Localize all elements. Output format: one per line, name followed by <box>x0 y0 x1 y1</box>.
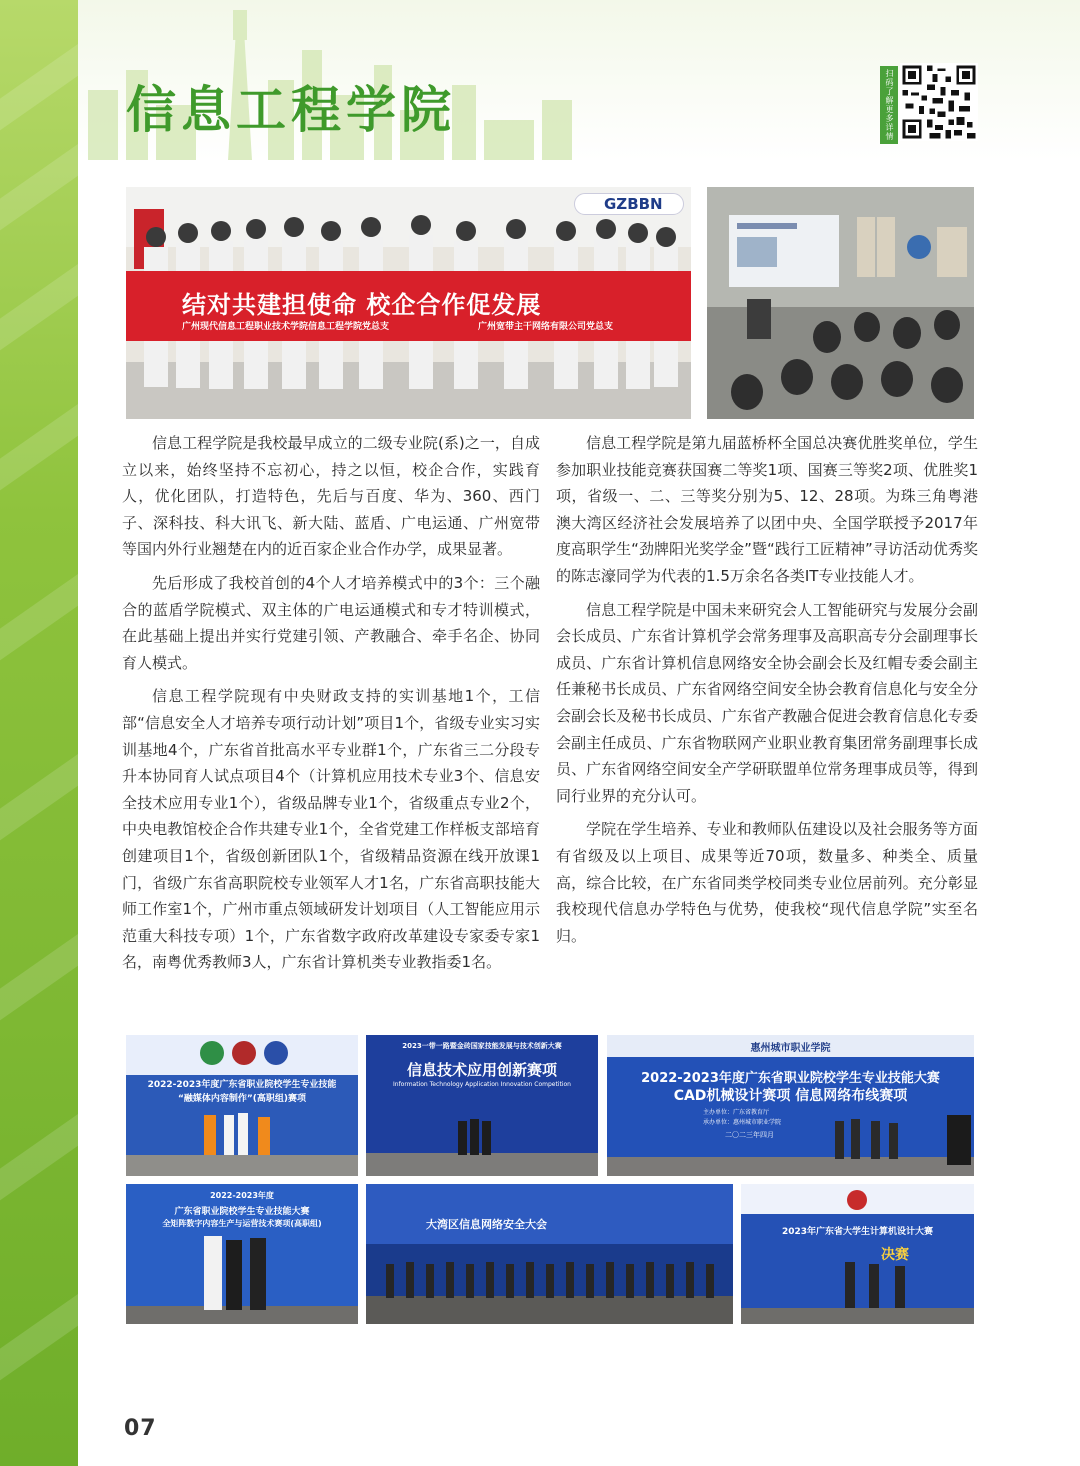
gallery-2-top: 2023一带一路暨金砖国家技能发展与技术创新大赛 <box>402 1042 562 1050</box>
gallery-3-organizer: 主办单位：广东省教育厅 <box>703 1109 770 1116</box>
side-decoration-bar <box>0 0 78 1466</box>
ceremony-banner-left-org: 广州现代信息工程职业技术学院信息工程学院党总支 <box>182 322 390 332</box>
photo-competition-media <box>126 1035 358 1176</box>
photo-lecture-hall <box>707 187 974 419</box>
paragraph: 信息工程学院是我校最早成立的二级专业院(系)之一，自成立以来，始终坚持不忘初心，持之以恒，校企合作，实践育人，优化团队，打造特色，先后与百度、华为、360、西门子、深科技、科大讯飞、新大陆、蓝盾、广电运通、广州宽带等国内外行业翘楚在内的近百家企业合作办学，成果显著。 <box>122 434 540 559</box>
gallery-4-subtitle: 全矩阵数字内容生产与运营技术赛项(高职组) <box>162 1219 322 1228</box>
article-column-right <box>556 430 978 956</box>
photo-competition-digital-content <box>126 1184 358 1324</box>
paragraph: 信息工程学院现有中央财政支持的实训基地1个，工信部“信息安全人才培养专项行动计划”项目1个，省级专业实习实训基地4个，广东省首批高水平专业群1个，广东省三二分段专升本协同育人试点项目4个（计算机应用技术专业3个、信息安全技术应用专业1个），省级品牌专业1个，省级重点专业2个，中央电教馆校企合作共建专业1个，全省党建工作样板支部培育创建项目1个，省级创新团队1个，省级精品资源在线开放课1门，省级广东省高职院校专业领军人才1名，广东省高职技能大师工作室1个，广州市重点领域研发计划项目（人工智能应用示范重大科技专项）1个，广东省数字政府改革建设专家委专家1名，南粤优秀教师3人，广东省计算机类专业教指委1名。 <box>122 687 540 972</box>
gallery-6-subtitle: 决赛 <box>881 1247 909 1263</box>
gallery-4-title: 广东省职业院校学生专业技能大赛 <box>174 1207 310 1217</box>
gallery-3-title: 2022-2023年度广东省职业院校学生专业技能大赛 <box>641 1071 940 1086</box>
gallery-3-school: 惠州城市职业学院 <box>750 1043 831 1054</box>
gallery-3-subtitle: CAD机械设计赛项 信息网络布线赛项 <box>673 1088 908 1104</box>
qr-code-icon[interactable] <box>900 63 978 141</box>
gallery-1-subtitle: “融媒体内容制作”(高职组)赛项 <box>177 1094 307 1104</box>
qr-caption: 扫码了解更多详情 <box>880 66 898 144</box>
paragraph: 学院在学生培养、专业和教师队伍建设以及社会服务等方面有省级及以上项目、成果等近70项，数量多、种类全、质量高，综合比较，在广东省同类学校同类专业位居前列。充分彰显我校现代信息办学特色与优势，使我校“现代信息学院”实至名归。 <box>556 820 978 945</box>
paragraph: 信息工程学院是第九届蓝桥杯全国总决赛优胜奖单位，学生参加职业技能竞赛获国赛二等奖1项、国赛三等奖2项、优胜奖1项，省级一、二、三等奖分别为5、12、28项。为珠三角粤港澳大湾区经济社会发展培养了以团中央、全国学联授予2017年度高职学生“劲牌阳光奖学金”暨“践行工匠精神”寻访活动优秀奖的陈志濠同学为代表的1.5万余名各类IT专业技能人才。 <box>556 434 978 585</box>
page-title: 信息工程学院 <box>126 81 456 139</box>
photo-partnership-ceremony <box>126 187 691 419</box>
photo-competition-cad-network <box>607 1035 974 1176</box>
gallery-6-title: 2023年广东省大学生计算机设计大赛 <box>781 1227 934 1237</box>
gallery-2-title: 信息技术应用创新赛项 <box>406 1061 557 1079</box>
article-column-left <box>122 430 540 983</box>
photo-network-security-conference <box>366 1184 733 1324</box>
paragraph: 信息工程学院是中国未来研究会人工智能研究与发展分会副会长成员、广东省计算机学会常务理事及高职高专分会副理事长成员、广东省计算机信息网络安全协会副会长及红帽专委会副主任兼秘书长成员、广东省网络空间安全协会教育信息化与安全分会副会长及秘书长成员、广东省产教融合促进会教育信息化专委会副主任成员、广东省物联网产业职业教育集团常务副理事长成员、广东省网络空间安全产学研联盟单位常务理事成员等，得到同行业界的充分认可。 <box>556 600 978 805</box>
gallery-1-title: 2022-2023年度广东省职业院校学生专业技能 <box>147 1080 337 1090</box>
gallery-2-english: Information Technology Application Innovation Competition <box>393 1081 571 1088</box>
photo-computer-design-contest <box>741 1184 974 1324</box>
partner-logo-text: GZBBN <box>604 195 663 213</box>
gallery-3-host: 承办单位：惠州城市职业学院 <box>703 1119 782 1126</box>
paragraph: 先后形成了我校首创的4个人才培养模式中的3个：三个融合的蓝盾学院模式、双主体的广电运通模式和专才特训模式，在此基础上提出并实行党建引领、产教融合、牵手名企、协同育人模式。 <box>122 573 540 672</box>
page-number: 07 <box>124 1416 157 1441</box>
gallery-3-date: 二〇二三年四月 <box>725 1131 774 1139</box>
ceremony-banner-right-org: 广州宽带主干网络有限公司党总支 <box>478 322 614 332</box>
gallery-4-year: 2022-2023年度 <box>210 1191 274 1200</box>
photo-competition-it-innovation <box>366 1035 598 1176</box>
gallery-5-title: 大湾区信息网络安全大会 <box>426 1218 547 1231</box>
ceremony-banner-title: 结对共建担使命 校企合作促发展 <box>182 291 542 319</box>
